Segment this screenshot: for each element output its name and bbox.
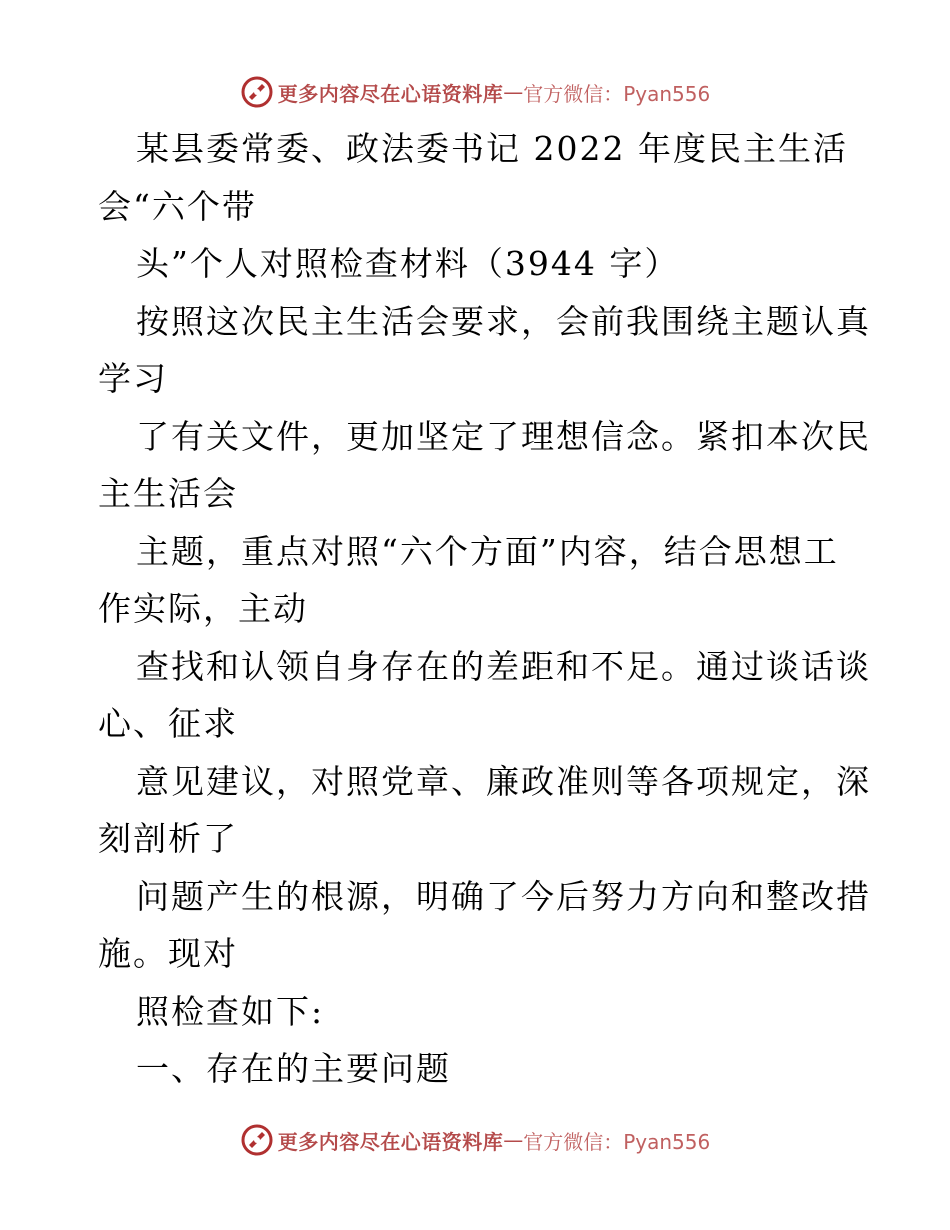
text-line: 意见建议，对照党章、廉政准则等各项规定，深 xyxy=(136,761,871,801)
text-line: 某县委常委、政法委书记 2022 年度民主生活 xyxy=(136,129,848,168)
text-line: 施。现对 xyxy=(98,934,238,973)
text-line: 心、征求 xyxy=(98,704,238,743)
text-line: 主生活会 xyxy=(98,474,238,513)
text-line: 头”个人对照检查材料（3944 字） xyxy=(136,244,680,283)
logo-icon xyxy=(240,75,274,109)
watermark-tail-text: 官方微信：Pyan556 xyxy=(523,1129,711,1154)
watermark-main-text: 更多内容尽在心语资料库 xyxy=(277,1129,504,1154)
text-line: 按照这次民主生活会要求，会前我围绕主题认真 xyxy=(136,301,871,341)
text-line: 作实际，主动 xyxy=(98,589,308,628)
header-watermark xyxy=(0,72,950,112)
watermark-separator: — xyxy=(503,1128,524,1152)
text-line: 了有关文件，更加坚定了理想信念。紧扣本次民 xyxy=(136,416,871,456)
watermark-separator: — xyxy=(503,80,524,104)
watermark-main-text: 更多内容尽在心语资料库 xyxy=(277,81,504,106)
text-line: 照检查如下: xyxy=(136,991,325,1031)
text-line: 会“六个带 xyxy=(98,186,257,226)
text-line: 一、存在的主要问题 xyxy=(136,1049,451,1088)
footer-watermark xyxy=(0,1120,950,1160)
logo-icon xyxy=(240,1123,274,1157)
text-line: 问题产生的根源，明确了今后努力方向和整改措 xyxy=(136,876,871,916)
text-line: 刻剖析了 xyxy=(98,819,238,858)
text-line: 学习 xyxy=(98,359,168,398)
text-line: 查找和认领自身存在的差距和不足。通过谈话谈 xyxy=(136,646,871,686)
text-line: 主题，重点对照“六个方面”内容，结合思想工 xyxy=(136,531,839,571)
document-body xyxy=(98,120,871,1098)
watermark-tail-text: 官方微信：Pyan556 xyxy=(523,81,711,106)
